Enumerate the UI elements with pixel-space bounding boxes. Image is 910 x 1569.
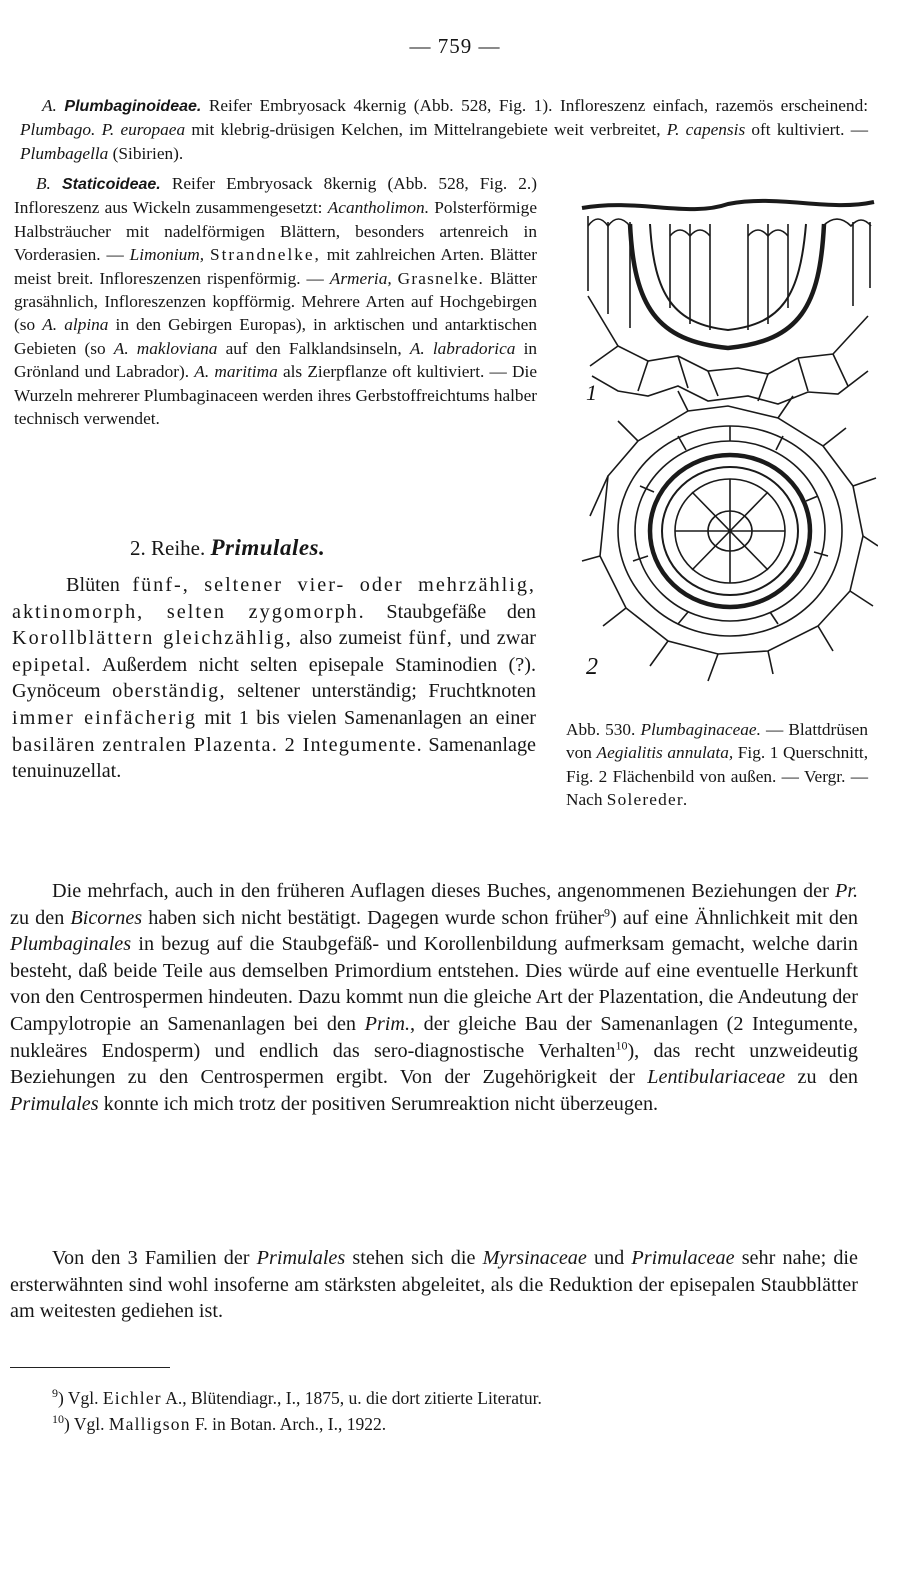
section-b-name: Staticoideae.: [62, 176, 161, 193]
section-a-genus: Plumbago. P. europaea: [20, 120, 186, 140]
figure-label-1: 1: [586, 380, 597, 405]
primulales-description: Blüten fünf-, seltener vier- oder mehrzählig, aktinomorph, selten zygomorph. Staubgefäße den Korollblättern gleichzählig, also zumeist fünf, und zwar epipetal. Außerdem nicht selten episepale Staminodien (?). Gynöceum oberständig, seltener unterständig; Fruchtknoten immer einfächerig mit 1 bis vielen Samenanlagen an einer basilären zentralen Plazenta. 2 Integumente. Samenanlage tenuinuzellat.: [12, 574, 537, 783]
series-heading: [130, 535, 325, 561]
footnote-ref-10[interactable]: 10: [615, 1037, 628, 1052]
relations-paragraph: Die mehrfach, auch in den früheren Auflagen dieses Buches, angenommenen Beziehungen der Pr. zu den Bicornes haben sich nicht bestätigt. Dagegen wurde schon früher$^9$) auf eine Ähnlichkeit mit den Plumbaginales in bezug auf die Staubgefäß- und Korollenbildung aufmerksam gemacht, welche darin besteht, daß beide Teile aus demselben Primordium entstehen. Dies würde auf eine eventuelle Herkunft von den Centrospermen hindeuten. Dazu kommt nun die gleiche Art der Plazentation, die Andeutung der Campylotropie an Samenanlagen bei den Prim., der gleiche Bau der Samenanlagen (2 Integumente, nukleäres Endosperm) und endlich das sero-diagnostische Verhalten$^{10}$), das recht unzweideutig Beziehungen zu den Centrospermen ergibt. Von der Zugehörigkeit der Lentibulariaceae zu den Primulales konnte ich mich trotz der positiven Serumreaktion nicht überzeugen.: [10, 880, 859, 1115]
families-paragraph: Von den 3 Familien der Primulales stehen sich die Myrsinaceae und Primulaceae sehr nahe; die ersterwähnten sind wohl insoferne am stärksten abgeleitet, als die Reduktion der episepalen Staubblätter am weitesten gediehen ist.: [10, 1247, 858, 1323]
footnote-9: $^9$) Vgl. Eichler A., Blütendiagr., I., 1875, u. die dort zitierte Literatur.: [52, 1386, 542, 1408]
section-staticoideae: B. Staticoideae. Reifer Embryosack 8kernig (Abb. 528, Fig. 2.) Infloreszenz aus Wickeln zusammengesetzt: Acantholimon. Polsterförmige Halbsträucher mit nadelförmigen Blättern, besonders artenreich in Vorderasien. — Limonium, Strandnelke, mit zahlreichen Arten. Blätter meist breit. Infloreszenzen rispenförmig. — Armeria, Grasnelke. Blätter grasähnlich, Infloreszenzen kopfförmig. Mehrere Arten auf Hochgebirgen (so A. alpina in den Gebirgen Europas), in arktischen und antarktischen Gebieten (so A. makloviana auf den Falklandsinseln, A. labradorica in Grönland und Labrador). A. maritima als Zierpflanze oft kultiviert. — Die Wurzeln mehrerer Plumbaginaceen werden ihres Gerbstoffreichtums halber technisch verwendet.: [14, 174, 538, 429]
footnote-ref-9[interactable]: 9: [604, 904, 611, 919]
gland-figure: [578, 196, 878, 711]
page-number: — 759 —: [409, 34, 501, 58]
footnote-rule: [10, 1367, 170, 1368]
figure-cross-section: [582, 201, 874, 404]
section-a-text: Reifer Embryosack 4kernig (Abb. 528, Fig. 1). Infloreszenz einfach, razemös erscheinend:: [201, 96, 869, 115]
series-title: Primulales.: [210, 535, 326, 560]
series-number: 2. Reihe.: [130, 536, 206, 560]
section-plumbaginoideae: A. Plumbaginoideae. Reifer Embryosack 4kernig (Abb. 528, Fig. 1). Infloreszenz einfach, razemös erscheinend: Plumbago. P. europaea mit klebrig-drüsigen Kelchen, im Mittelrangebiete weit verbreitet, P. capensis oft kultiviert. — Plumbagella (Sibirien).: [20, 96, 869, 163]
figure-label-2: 2: [586, 654, 598, 680]
footnote-10: $^{10}$) Vgl. Malligson F. in Botan. Arch., I., 1922.: [52, 1412, 387, 1434]
figure-caption: Abb. 530. Plumbaginaceae. — Blattdrüsen von Aegialitis annulata, Fig. 1 Querschnitt, Fig. 2 Flächenbild von außen. — Vergr. — Nach Solereder.: [566, 720, 869, 810]
section-b-label: B.: [36, 174, 51, 193]
section-a-label: A.: [42, 96, 57, 115]
figure-surface-view: [582, 391, 878, 681]
section-a-name: Plumbaginoideae.: [64, 98, 202, 115]
